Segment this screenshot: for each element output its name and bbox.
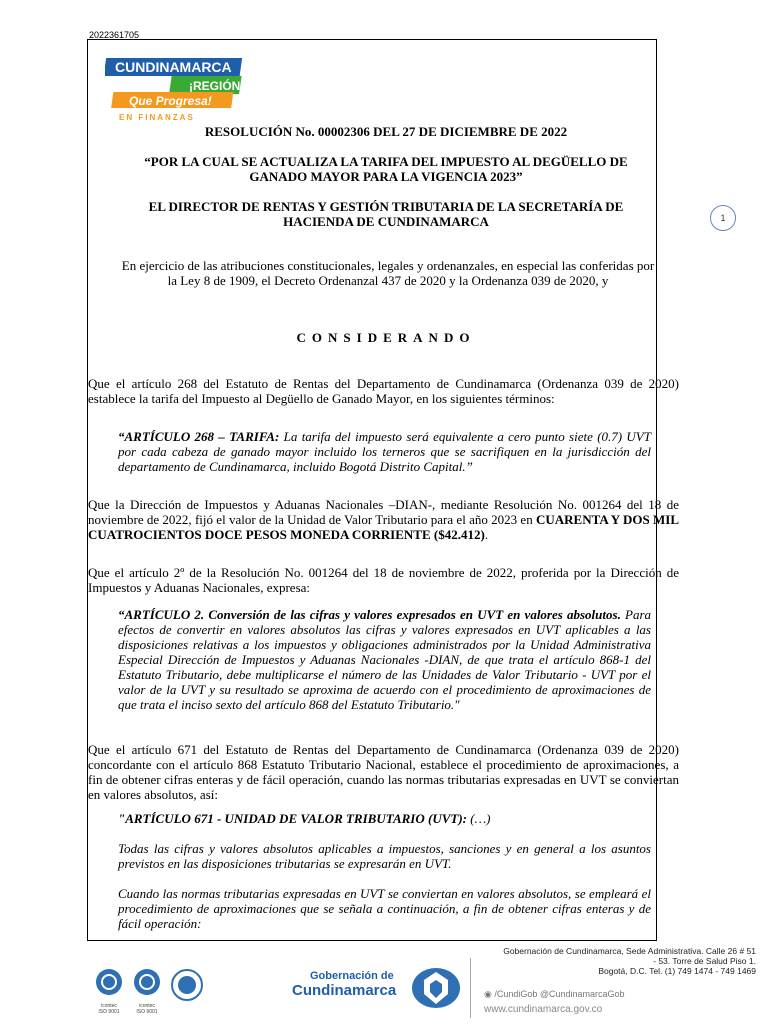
logo-text-4: EN FINANZAS (119, 113, 195, 122)
preamble: En ejercicio de las atribuciones constitucionales, legales y ordenanzales, en especial las conferidas por la Ley 8 de 1909, el Decreto Ordenanzal 437 de 2020 y la Ordenanza 039 de 2020, y (121, 258, 655, 288)
social-icon: ◉ (484, 989, 495, 999)
seal-icon (170, 968, 204, 1002)
quote-article-671 (118, 811, 651, 826)
cert-1-label: icontec (101, 1003, 117, 1009)
considerando-heading: CONSIDERANDO (296, 330, 476, 345)
gov-logo-line-2: Cundinamarca (292, 982, 397, 999)
authority-line-2: HACIENDA DE CUNDINAMARCA (283, 214, 489, 229)
address-line-1: Gobernación de Cundinamarca, Sede Administrativa. Calle 26 # 51 (503, 946, 756, 956)
paragraph-4: Que el artículo 671 del Estatuto de Rentas del Departamento de Cundinamarca (Ordenanza 039 de 2020) concordante con el artículo 868 Estatuto Tributario Nacional, establece el procedimiento de aproximaciones, a fin de obtener cifras enteras y de fácil operación, cuando las normas tributarias expresadas en UVT se conviertan en valores absolutos, así: (88, 742, 679, 802)
icontec-cert-2 (130, 968, 164, 1015)
paragraph-2-text: Que la Dirección de Impuestos y Aduanas Nacionales –DIAN-, mediante Resolución No. 001264 del 18 de noviembre de 2022, fijó el valor de la Unidad de Valor Tributario para el año 2023 en (88, 497, 679, 527)
quote-1-body: La tarifa del impuesto será equivalente a cero punto siete (0.7) UVT por cada cabeza de ganado mayor incluido los terneros que se sacrifiquen en la jurisdicción del departamento de Cundinamarca, incluido Bogotá Distrito Capital.” (118, 429, 651, 474)
quote-3-paragraph-3: Cuando las normas tributarias expresadas en UVT se conviertan en valores absolutos, se empleará el procedimiento de aproximaciones que se señala a continuación, a fin de obtener cifras enteras y de fácil operación: (118, 886, 651, 931)
quote-2-body: Para efectos de convertir en valores absolutos las cifras y valores expresados en UVT aplicables a las disposiciones relativas a los impuestos y obligaciones administrados por la Unidad Administrativa Especial Dirección de Impuestos y Aduanas Nacionales -DIAN, de que trata el artículo 868-1 del Estatuto Tributario, debe multiplicarse el número de las Unidades de Valor Tributario - UVT por el valor de la UVT y su resultado se aproxima de acuerdo con el procedimiento de aproximaciones de que trata el inciso sexto del artículo 868 del Estatuto Tributario." (118, 607, 652, 712)
quote-3-paragraph-2: Todas las cifras y valores absolutos aplicables a impuestos, sanciones y en general a los asuntos previstos en las disposiciones tributarias se expresarán en UVT. (118, 841, 651, 871)
quote-2-heading: “ARTÍCULO 2. Conversión de las cifras y valores expresados en UVT en valores absolutos. (118, 607, 621, 622)
footer-website[interactable]: www.cundinamarca.gov.co (484, 1004, 603, 1015)
quote-3-heading: "ARTÍCULO 671 - UNIDAD DE VALOR TRIBUTARIO (UVT): (118, 811, 467, 826)
certificate-icon (92, 968, 126, 998)
resolution-title: RESOLUCIÓN No. 00002306 DEL 27 DE DICIEMBRE DE 2022 (204, 124, 568, 139)
authority-line-1: EL DIRECTOR DE RENTAS Y GESTIÓN TRIBUTARIA DE LA SECRETARÍA DE (148, 199, 624, 214)
subtitle-line-1: “POR LA CUAL SE ACTUALIZA LA TARIFA DEL IMPUESTO AL DEGÜELLO DE (144, 154, 628, 169)
footer-address (470, 946, 756, 976)
logo-text-2: ¡REGIÓN (189, 79, 241, 93)
iqnet-seal (170, 968, 204, 1008)
gobernacion-logo (292, 970, 396, 999)
logo-text-3: Que Progresa! (129, 94, 212, 108)
quote-article-268 (118, 429, 651, 474)
address-line-2: - 53. Torre de Salud Piso 1. (653, 956, 756, 966)
cert-2-label: icontec (139, 1003, 155, 1009)
quote-3-tail: (…) (466, 811, 491, 826)
document-number: 2022361705 (89, 30, 140, 40)
gov-logo-line-1: Gobernación de (310, 970, 394, 982)
uvt-value: CUARENTA Y DOS MIL CUATROCIENTOS DOCE PESOS MONEDA CORRIENTE ($42.412) (88, 512, 679, 542)
cert-1-sub: ISO 9001 (98, 1009, 120, 1015)
cert-2-sub: ISO 9001 (136, 1009, 158, 1015)
certificate-icon (130, 968, 164, 998)
cundinamarca-logo (105, 52, 255, 124)
coat-of-arms-icon (410, 966, 462, 1015)
paragraph-1: Que el artículo 268 del Estatuto de Rentas del Departamento de Cundinamarca (Ordenanza 039 de 2020) establece la tarifa del Impuesto al Degüello de Ganado Mayor, en los siguientes términos: (88, 376, 679, 406)
paragraph-2-end: . (484, 527, 489, 542)
footer-social (484, 989, 625, 1000)
paragraph-3: Que el artículo 2º de la Resolución No. 001264 del 18 de noviembre de 2022, proferida por la Dirección de Impuestos y Aduanas Nacionales, expresa: (88, 565, 679, 595)
social-handles: /CundiGob @CundinamarcaGob (494, 989, 625, 999)
logo-text-1: CUNDINAMARCA (115, 59, 232, 75)
page-number: 1 (710, 205, 736, 231)
paragraph-2 (88, 497, 679, 542)
icontec-cert-1 (92, 968, 126, 1015)
quote-1-heading: “ARTÍCULO 268 – TARIFA: (118, 429, 280, 444)
quote-article-2 (118, 607, 651, 712)
address-line-3: Bogotá, D.C. Tel. (1) 749 1474 - 749 1469 (598, 966, 756, 976)
subtitle-line-2: GANADO MAYOR PARA LA VIGENCIA 2023” (249, 169, 523, 184)
